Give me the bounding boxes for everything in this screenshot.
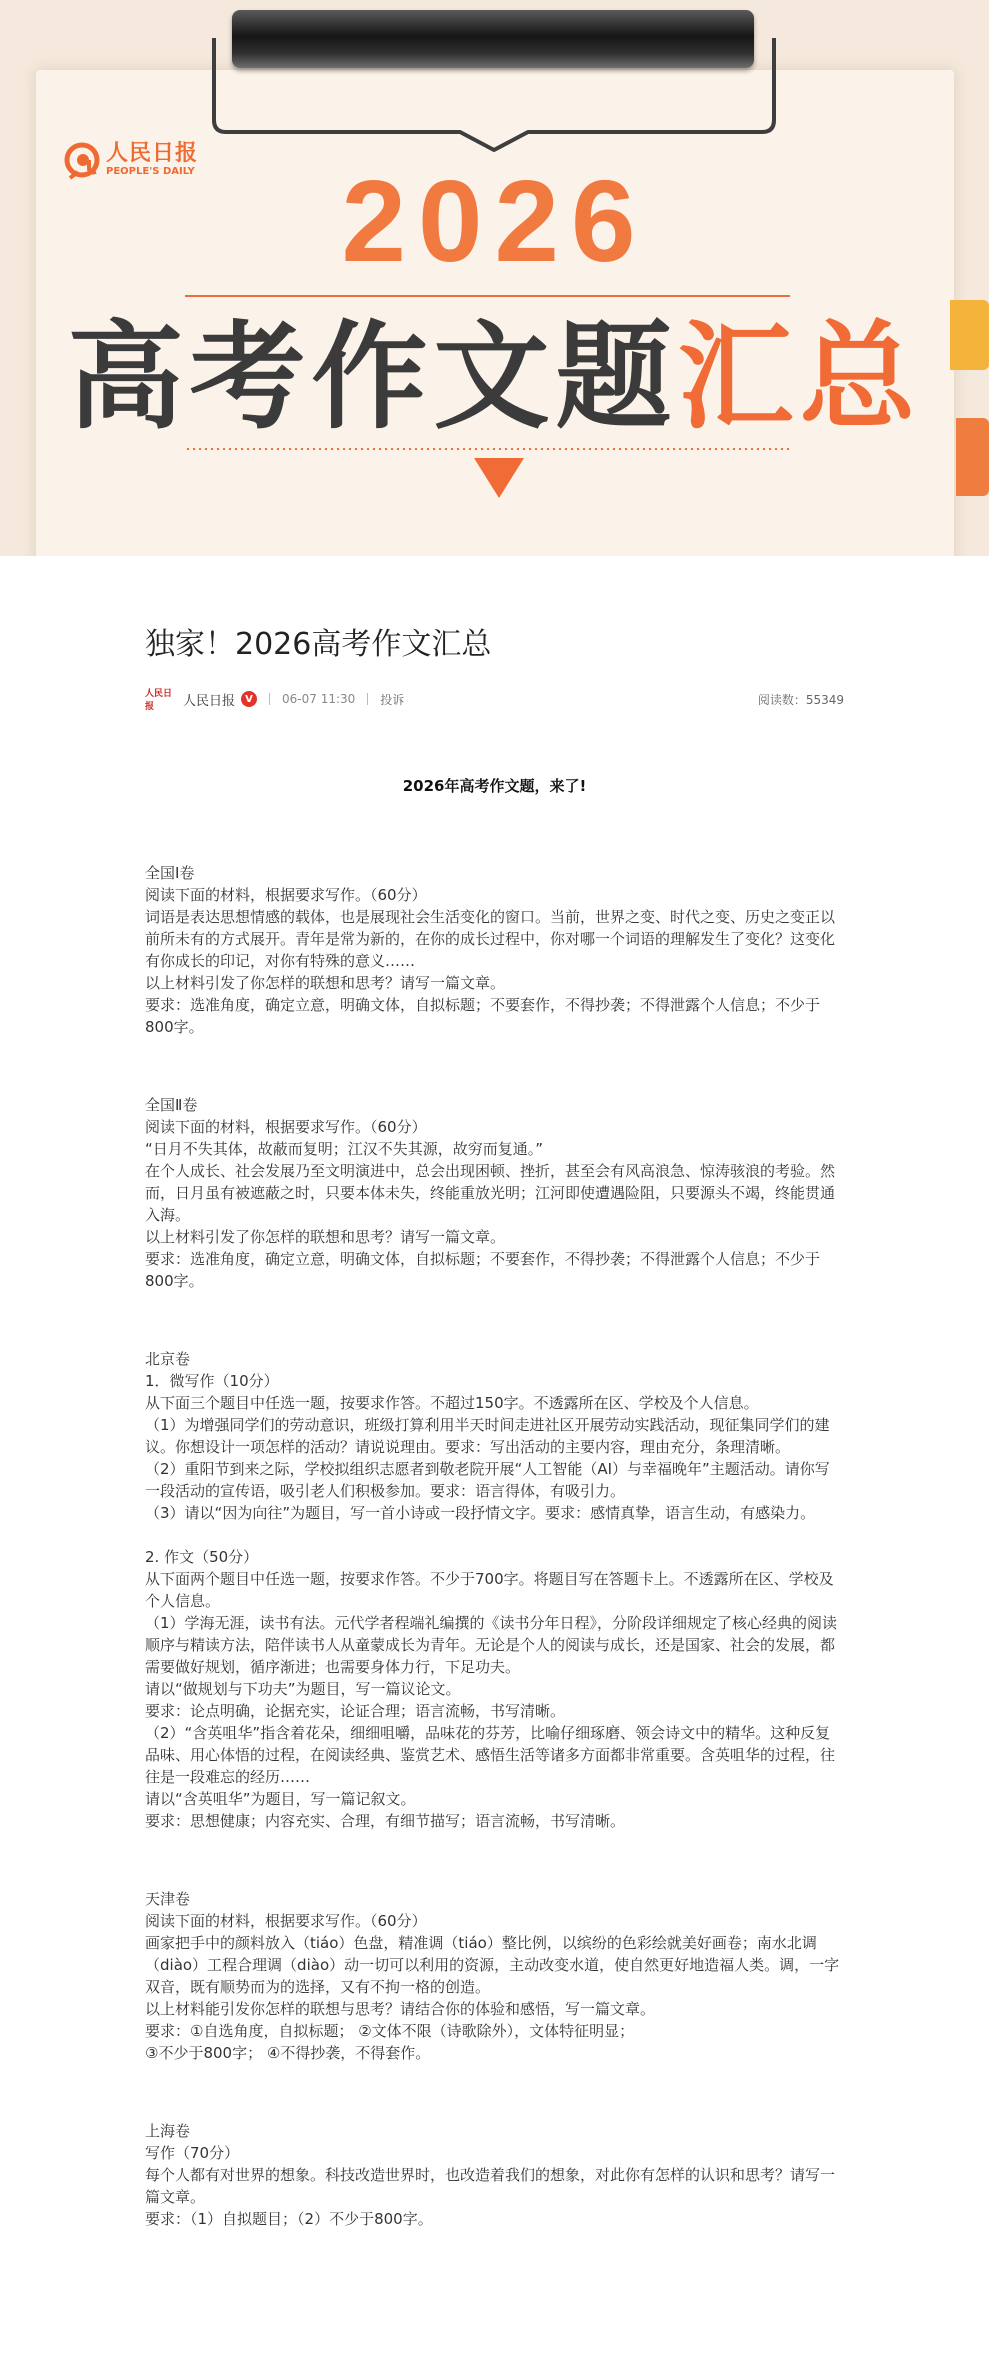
paragraph: 阅读下面的材料，根据要求写作。（60分） bbox=[145, 886, 427, 904]
paragraph: 写作（70分） bbox=[145, 2144, 240, 2162]
report-link[interactable]: 投诉 bbox=[380, 692, 405, 707]
paragraph: “日月不失其体，故蔽而复明；江汉不失其源，故穷而复通。” bbox=[145, 1140, 544, 1158]
article-intro: 2026年高考作文题，来了! bbox=[402, 777, 587, 795]
paragraph: 要求：①自选角度，自拟标题； ②文体不限（诗歌除外），文体特征明显； bbox=[145, 2022, 635, 2040]
clipboard-clip-bar bbox=[232, 10, 754, 68]
paragraph: 画家把手中的颜料放入（tiáo）色盘，精准调（tiáo）整比例，以缤纷的色彩绘就美好画卷；南水北调（diào）工程合理调（diào）动一切可以利用的资源，主动改变水道，使自然更好地造福人类。调，一字双音，既有顺势而为的选择，又有不拘一格的创造。 bbox=[145, 1934, 840, 1996]
paragraph: ③不少于800字； ④不得抄袭，不得套作。 bbox=[145, 2044, 431, 2062]
paragraph: 1．微写作（10分） bbox=[145, 1372, 279, 1390]
paragraph: （2）“含英咀华”指含着花朵，细细咀嚼，品味花的芬芳，比喻仔细琢磨、领会诗文中的精华。这种反复品味、用心体悟的过程，在阅读经典、鉴赏艺术、感悟生活等诸多方面都非常重要。含英咀华的过程，往往是一段难忘的经历…… bbox=[145, 1724, 836, 1786]
paragraph: 请以“含英咀华”为题目，写一篇记叙文。 bbox=[145, 1790, 416, 1808]
section-beijing bbox=[145, 1348, 844, 1832]
paragraph: （1）学海无涯，读书有法。元代学者程端礼编撰的《读书分年日程》，分阶段详细规定了核心经典的阅读顺序与精读方法，陪伴读书人从童蒙成长为青年。无论是个人的阅读与成长，还是国家、社会的发展，都需要做好规划，循序渐进；也需要身体力行，下足功夫。 bbox=[145, 1614, 838, 1676]
paragraph: 从下面三个题目中任选一题，按要求作答。不超过150字。不透露所在区、学校及个人信息。 bbox=[145, 1394, 759, 1412]
paragraph: （3）请以“因为向往”为题目，写一首小诗或一段抒情文字。要求：感情真挚，语言生动，有感染力。 bbox=[145, 1504, 816, 1522]
meta-separator bbox=[269, 693, 270, 705]
section-name: 全国Ⅱ卷 bbox=[145, 1096, 198, 1114]
section-shanghai bbox=[145, 2120, 844, 2230]
paragraph: （2）重阳节到来之际，学校拟组织志愿者到敬老院开展“人工智能（AI）与幸福晚年”主题活动。请你写一段活动的宣传语，吸引老人们积极参加。要求：语言得体，有吸引力。 bbox=[145, 1460, 830, 1500]
paragraph: 要求：思想健康；内容充实、合理，有细节描写；语言流畅，书写清晰。 bbox=[145, 1812, 626, 1830]
paragraph-gap bbox=[145, 1524, 844, 1546]
paragraph: 以上材料引发了你怎样的联想和思考？请写一篇文章。 bbox=[145, 974, 506, 992]
banner-divider bbox=[185, 295, 790, 297]
section-name: 全国Ⅰ卷 bbox=[145, 864, 195, 882]
paragraph: 要求：选准角度，确定立意，明确文体，自拟标题；不要套作，不得抄袭；不得泄露个人信息；不少于800字。 bbox=[145, 1250, 821, 1290]
section-national-1 bbox=[145, 862, 844, 1038]
source-logo[interactable]: 人民日报 bbox=[145, 689, 173, 712]
paragraph: 词语是表达思想情感的载体，也是展现社会生活变化的窗口。当前，世界之变、时代之变、历史之变正以前所未有的方式展开。青年是常为新的，在你的成长过程中，你对哪一个词语的理解发生了变化？这变化有你成长的印记，对你有特殊的意义…… bbox=[145, 908, 836, 970]
paragraph: 2. 作文（50分） bbox=[145, 1548, 259, 1566]
section-name: 天津卷 bbox=[145, 1890, 191, 1908]
logo-english-name: PEOPLE'S DAILY bbox=[106, 166, 195, 177]
header-banner bbox=[0, 0, 989, 556]
section-name: 北京卷 bbox=[145, 1350, 191, 1368]
paragraph: 阅读下面的材料，根据要求写作。（60分） bbox=[145, 1118, 427, 1136]
article bbox=[0, 624, 989, 2230]
verified-badge-icon: V bbox=[241, 691, 257, 707]
banner-headline bbox=[0, 308, 989, 448]
paragraph: 从下面两个题目中任选一题，按要求作答。不少于700字。将题目写在答题卡上。不透露所在区、学校及个人信息。 bbox=[145, 1570, 834, 1610]
banner-dotted-line bbox=[185, 448, 790, 450]
headline-accent: 汇总 bbox=[677, 310, 922, 445]
publish-time: 06-07 11:30 bbox=[282, 692, 356, 706]
paragraph: 要求：论点明确，论据充实，论证合理；语言流畅，书写清晰。 bbox=[145, 1702, 566, 1720]
section-national-2 bbox=[145, 1094, 844, 1292]
paragraph: 阅读下面的材料，根据要求写作。（60分） bbox=[145, 1912, 427, 1930]
meta-separator bbox=[367, 693, 368, 705]
headline-main: 高考作文题 bbox=[67, 310, 678, 445]
paragraph: 要求：选准角度，确定立意，明确文体，自拟标题；不要套作，不得抄袭；不得泄露个人信息；不少于800字。 bbox=[145, 996, 821, 1036]
logo-chinese-name: 人民日报 bbox=[106, 141, 199, 166]
paragraph: 请以“做规划与下功夫”为题目，写一篇议论文。 bbox=[145, 1680, 461, 1698]
article-meta bbox=[145, 686, 844, 712]
paragraph: 在个人成长、社会发展乃至文明演进中，总会出现困顿、挫折，甚至会有风高浪急、惊涛骇浪的考验。然而，日月虽有被遮蔽之时，只要本体未失，终能重放光明；江河即使遭遇险阻，只要源头不竭，终能贯通入海。 bbox=[145, 1162, 836, 1224]
triangle-down-icon bbox=[474, 458, 524, 498]
paragraph: 以上材料引发了你怎样的联想和思考？请写一篇文章。 bbox=[145, 1228, 506, 1246]
paragraph: 以上材料能引发你怎样的联想与思考？请结合你的体验和感悟，写一篇文章。 bbox=[145, 2000, 656, 2018]
article-title: 独家！2026高考作文汇总 bbox=[145, 627, 492, 662]
section-tianjin bbox=[145, 1888, 844, 2064]
banner-year: 2026 bbox=[341, 156, 648, 286]
source-name[interactable]: 人民日报 bbox=[183, 693, 236, 709]
paragraph: 要求：（1）自拟题目；（2）不少于800字。 bbox=[145, 2210, 433, 2228]
read-count: 阅读数：55349 bbox=[757, 692, 844, 707]
paragraph: 每个人都有对世界的想象。科技改造世界时，也改造着我们的想象，对此你有怎样的认识和思考？请写一篇文章。 bbox=[145, 2166, 836, 2206]
section-name: 上海卷 bbox=[145, 2122, 191, 2140]
paragraph: （1）为增强同学们的劳动意识，班级打算利用半天时间走进社区开展劳动实践活动，现征集同学们的建议。你想设计一项怎样的活动？请说说理由。要求：写出活动的主要内容，理由充分，条理清晰。 bbox=[145, 1416, 830, 1456]
